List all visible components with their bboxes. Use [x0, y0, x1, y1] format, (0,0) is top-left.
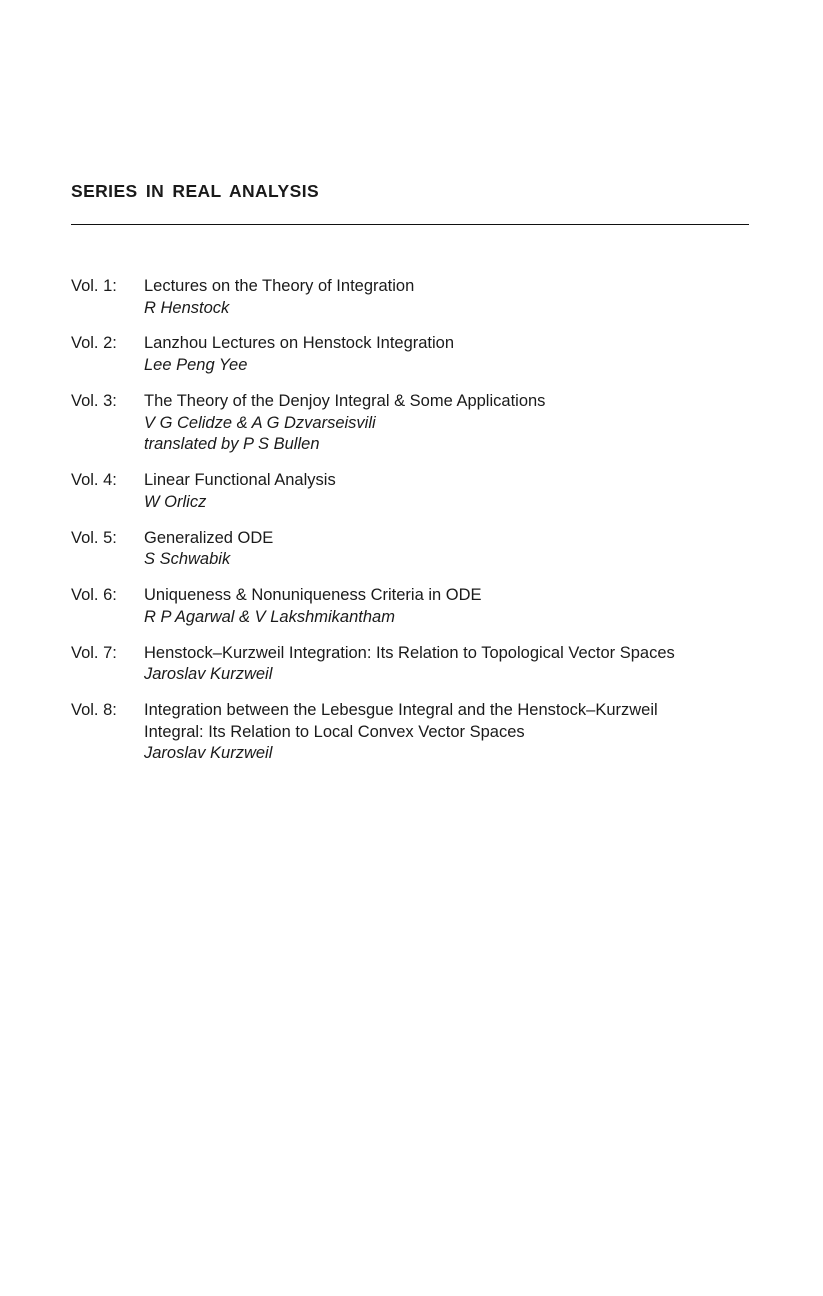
volume-title: Lanzhou Lectures on Henstock Integration [144, 334, 455, 353]
volume-number: Vol. 4: [71, 471, 117, 490]
volume-author: V G Celidze & A G Dzvarseisvili [144, 413, 376, 432]
volume-title: Linear Functional Analysis [144, 471, 336, 490]
title-rule [71, 224, 749, 225]
volume-entry-6 [71, 585, 771, 628]
volume-number: Vol. 8: [71, 700, 117, 719]
volume-entry-7 [71, 643, 771, 686]
volume-title: Generalized ODE [144, 528, 274, 547]
volume-author: R P Agarwal & V Lakshmikantham [144, 607, 395, 626]
volume-entry-5 [71, 528, 771, 571]
volume-number: Vol. 6: [71, 586, 117, 605]
volume-number: Vol. 5: [71, 528, 117, 547]
volume-author: Lee Peng Yee [144, 356, 248, 375]
volume-translator: translated by P S Bullen [144, 435, 320, 454]
volume-number: Vol. 2: [71, 334, 117, 353]
volume-entry-8 [71, 700, 771, 765]
volume-author: Jaroslav Kurzweil [144, 665, 273, 684]
volume-title-line-1: Integration between the Lebesgue Integral and the Henstock–Kurzweil [144, 700, 658, 719]
volume-author: W Orlicz [144, 492, 207, 511]
volume-title: Henstock–Kurzweil Integration: Its Relation to Topological Vector Spaces [144, 643, 675, 662]
volume-title: Lectures on the Theory of Integration [144, 277, 415, 295]
volume-title-line-2: Integral: Its Relation to Local Convex Vector Spaces [144, 722, 525, 741]
volume-title: The Theory of the Denjoy Integral & Some Applications [144, 391, 546, 410]
volume-author: S Schwabik [144, 550, 231, 569]
volume-entry-3 [71, 391, 771, 456]
volume-number: Vol. 7: [71, 643, 117, 662]
series-title: SERIES IN REAL ANALYSIS [71, 181, 320, 201]
volume-number: Vol. 1: [71, 277, 117, 295]
volume-entry-1 [71, 276, 771, 319]
volume-entry-2 [71, 333, 771, 376]
volume-author: R Henstock [144, 298, 230, 317]
volume-number: Vol. 3: [71, 391, 117, 410]
volume-list [71, 276, 771, 765]
volume-author: Jaroslav Kurzweil [144, 744, 273, 763]
volume-entry-4 [71, 470, 771, 513]
volume-title: Uniqueness & Nonuniqueness Criteria in ODE [144, 586, 482, 605]
